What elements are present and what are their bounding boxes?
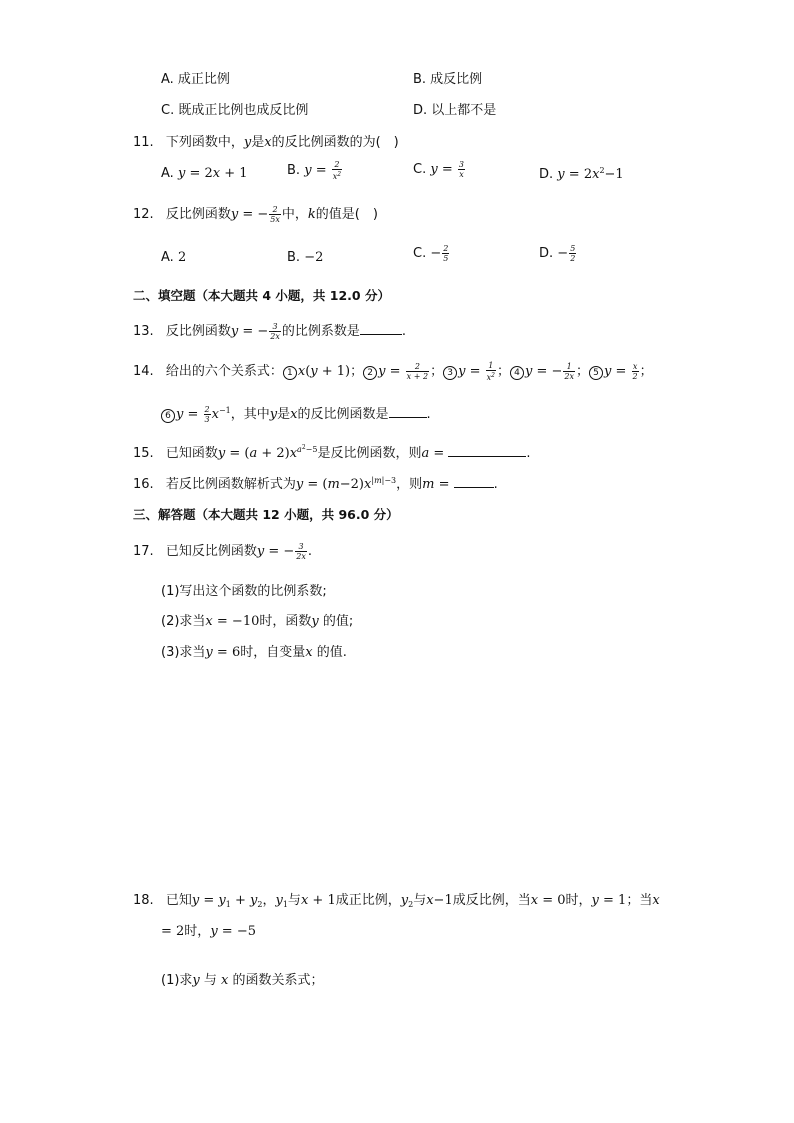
question-18-line-1: 18. 已知$y = y_1 + y_2$，$y_1$与x + 1成正比例，$y_2$与x−1成反比例，当x = 0时，y = 1；当x (133, 893, 660, 909)
section-2-heading: 二、填空题（本大题共 4 小题，共 12.0 分） (133, 288, 390, 303)
q12-option-c: C. − $\frac{2}{5}$ (413, 244, 449, 263)
question-18-part-1: (1)求y 与 x 的函数关系式； (161, 973, 324, 988)
question-14-line-2: 6 y = $\frac{2}{3}$ $x^{-1}$，其中y是x的反比例函数是 . (161, 403, 431, 424)
q12-option-a: A. 2 (161, 250, 187, 265)
question-14-line-1: 14. 给出的六个关系式： 1 x(y + 1)； 2 y = $\frac{2}{x + 2}$ ； 3 y = $\frac{1}{x^2}$ ； 4 y = − $\frac{1}{2x}$ ； 5 y = $\frac{x}{2}$ ； (133, 361, 653, 382)
q11-option-d: D. $y = 2x^2-1$ (539, 166, 624, 182)
question-17-part-3: (3)求当y = 6时，自变量x 的值. (161, 645, 347, 660)
question-17-part-1: (1)写出这个函数的比例系数; (161, 584, 327, 599)
q10-option-d: D. 以上都不是 (413, 103, 497, 118)
question-17-stem: 17. 已知反比例函数y = − $\frac{3}{2x}$ . (133, 542, 313, 561)
question-13: 13. 反比例函数y = − $\frac{3}{2x}$ 的比例系数是 . (133, 322, 407, 341)
q11-option-b: B. y = $\frac{2}{x^2}$ (287, 160, 342, 181)
q11-option-a: A. y = 2x + 1 (161, 166, 248, 181)
question-12-stem: 12. 反比例函数y = − $\frac{2}{5x}$ 中，k的值是( ) (133, 205, 378, 224)
section-3-heading: 三、解答题（本大题共 12 小题，共 96.0 分） (133, 507, 399, 522)
answer-blank[interactable] (360, 322, 402, 335)
question-11-stem: 11. 下列函数中，y是x的反比例函数的为( ) (133, 135, 399, 150)
q10-option-b: B. 成反比例 (413, 72, 483, 87)
question-18-line-2: = 2时，y = −5 (161, 924, 256, 939)
q11-option-c: C. y = $\frac{3}{x}$ (413, 160, 464, 179)
answer-blank[interactable] (448, 444, 526, 457)
q12-option-b: B. −2 (287, 250, 324, 265)
question-15: 15. 已知函数$y = (a + 2)x^{a^2-5}$是反比例函数，则a = . (133, 444, 531, 461)
q10-option-a: A. 成正比例 (161, 72, 230, 87)
question-16: 16. 若反比例函数解析式为$y = (m-2)x^{|m|-3}$，则m = . (133, 476, 498, 492)
q12-option-d: D. − $\frac{5}{2}$ (539, 244, 576, 263)
question-number: 11. (133, 135, 154, 150)
question-17-part-2: (2)求当x = −10时，函数y 的值; (161, 614, 354, 629)
q10-option-c: C. 既成正比例也成反比例 (161, 103, 309, 118)
answer-blank[interactable] (389, 405, 427, 418)
answer-blank[interactable] (454, 475, 494, 488)
